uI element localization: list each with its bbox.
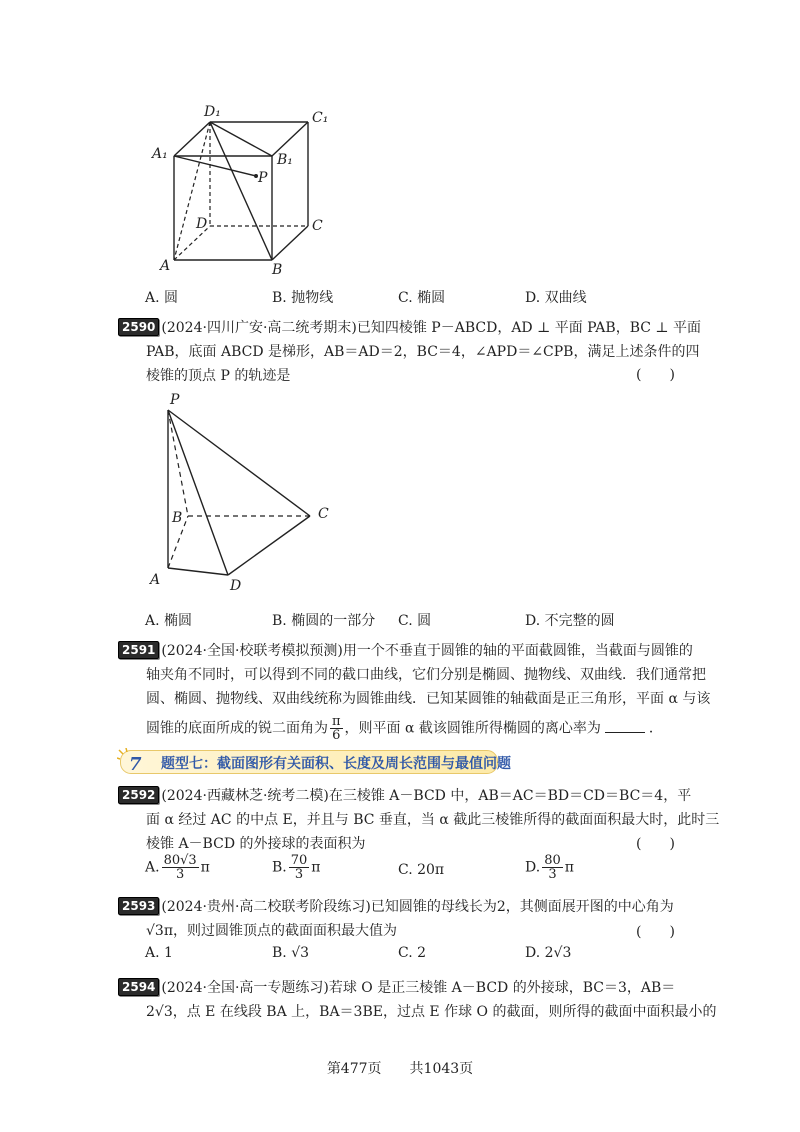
- question-text: ，则平面 α 截该圆锥所得椭圆的离心率为: [344, 720, 601, 737]
- question-text: √3π，则过圆锥顶点的截面面积最大值为: [146, 923, 398, 939]
- option-b: B. $\frac{70}{3}$ π: [272, 853, 321, 882]
- page-footer: 第477页 共1043页: [326, 1061, 474, 1077]
- section-header: [120, 750, 511, 775]
- label-p: P: [258, 170, 268, 186]
- question-2590: [118, 316, 701, 388]
- option-c: C. 20π: [398, 862, 445, 878]
- option-b: B. 抛物线: [272, 290, 334, 306]
- label-b1: B₁: [277, 152, 293, 168]
- label-a: A: [150, 572, 161, 588]
- label-p: P: [170, 392, 180, 408]
- answer-paren: ( ): [636, 924, 675, 940]
- label-c1: C₁: [312, 110, 329, 126]
- option-a: A. 圆: [145, 290, 179, 306]
- question-text: 2√3，点 E 在线段 BA 上，BA＝3BE，过点 E 作球 O 的截面，则所得的截面中面积最小的: [146, 1004, 717, 1020]
- option-a: A. 椭圆: [145, 613, 193, 629]
- label-b: B: [172, 510, 183, 526]
- label-c: C: [318, 506, 329, 522]
- option-b: B. 椭圆的一部分: [272, 613, 376, 629]
- question-text: 棱锥 A－BCD 的外接球的表面积为: [146, 836, 366, 852]
- question-text: 圆、椭圆、抛物线、双曲线统称为圆锥曲线．已知某圆锥的轴截面是正三角形，平面 α 与该: [146, 691, 711, 707]
- label-a: A: [160, 258, 171, 274]
- question-text: 圆锥的底面所成的锐二面角为: [146, 720, 328, 737]
- answer-paren: ( ): [636, 836, 675, 852]
- cube-figure: [140, 98, 340, 278]
- label-a1: A₁: [152, 146, 168, 162]
- pyramid-figure: [140, 388, 350, 598]
- question-text: 轴夹角不同时，可以得到不同的截口曲线，它们分别是椭圆、抛物线、双曲线．我们通常把: [146, 667, 706, 683]
- answer-blank[interactable]: [605, 720, 645, 733]
- question-number: 2592: [118, 786, 159, 804]
- option-c: C. 椭圆: [398, 290, 446, 306]
- question-2591: 2591 (2024·全国·校联考模拟预测)用一个不垂直于圆锥的轴的平面截圆锥，当截面与圆锥的 轴夹角不同时，可以得到不同的截口曲线，它们分别是椭圆、抛物线、双曲线．我们通常把 圆、椭圆、抛物线、双曲线统称为圆锥曲线．已知某圆锥的轴截面是正三角形，平面 α 与该 圆锥的底面所成的锐二面角为 $\frac{\pi}{6}$ ，则平面 α 截该圆锥所得椭圆的离心率为 ．: [118, 639, 710, 742]
- question-text: (2024·四川广安·高二统考期末)已知四棱锥 P－ABCD，AD ⊥ 平面 PAB，BC ⊥ 平面: [161, 320, 702, 336]
- option-c: C. 2: [398, 945, 427, 961]
- question-2592: [118, 784, 719, 856]
- option-d: D. 2√3: [525, 945, 572, 961]
- option-a: A. 1: [145, 945, 173, 961]
- question-text: (2024·西藏林芝·统考二模)在三棱锥 A－BCD 中，AB＝AC＝BD＝CD＝BC＝4，平: [161, 788, 692, 804]
- option-d: D. $\frac{80}{3}$ π: [525, 853, 574, 882]
- question-2593: [118, 895, 674, 943]
- answer-paren: ( ): [636, 367, 675, 383]
- question-text: (2024·全国·高一专题练习)若球 O 是正三棱锥 A－BCD 的外接球，BC＝3，AB＝: [161, 980, 676, 996]
- question-text: 面 α 经过 AC 的中点 E，并且与 BC 垂直，当 α 截此三棱锥所得的截面面积最大时，此时三: [146, 812, 720, 828]
- question-text: PAB，底面 ABCD 是梯形，AB＝AD＝2，BC＝4，∠APD＝∠CPB，满足上述条件的四: [146, 344, 700, 360]
- label-b: B: [272, 262, 283, 278]
- label-d: D: [230, 578, 242, 594]
- fraction: $\frac{\pi}{6}$: [332, 714, 341, 743]
- question-text: (2024·全国·校联考模拟预测)用一个不垂直于圆锥的轴的平面截圆锥，当截面与圆锥的: [161, 643, 693, 659]
- question-text: (2024·贵州·高二校联考阶段练习)已知圆锥的母线长为2，其侧面展开图的中心角为: [161, 899, 674, 915]
- option-d: D. 双曲线: [525, 290, 587, 306]
- svg-text:7: 7: [129, 754, 142, 775]
- option-c: C. 圆: [398, 613, 432, 629]
- section-icon: [117, 748, 149, 776]
- option-b: B. √3: [272, 945, 310, 961]
- label-d1: D₁: [204, 104, 221, 120]
- section-title: 题型七：截面图形有关面积、长度及周长范围与最值问题: [161, 756, 511, 772]
- option-a: A. $\frac{80√3}{3}$ π: [145, 853, 210, 882]
- question-number: 2590: [118, 318, 159, 336]
- label-d: D: [196, 216, 208, 232]
- question-text: 棱锥的顶点 P 的轨迹是: [146, 368, 291, 384]
- option-d: D. 不完整的圆: [525, 613, 615, 629]
- question-number: 2593: [118, 897, 159, 915]
- label-c: C: [312, 218, 323, 234]
- question-2594: [118, 976, 716, 1024]
- question-number: 2591: [118, 641, 159, 659]
- question-number: 2594: [118, 978, 159, 996]
